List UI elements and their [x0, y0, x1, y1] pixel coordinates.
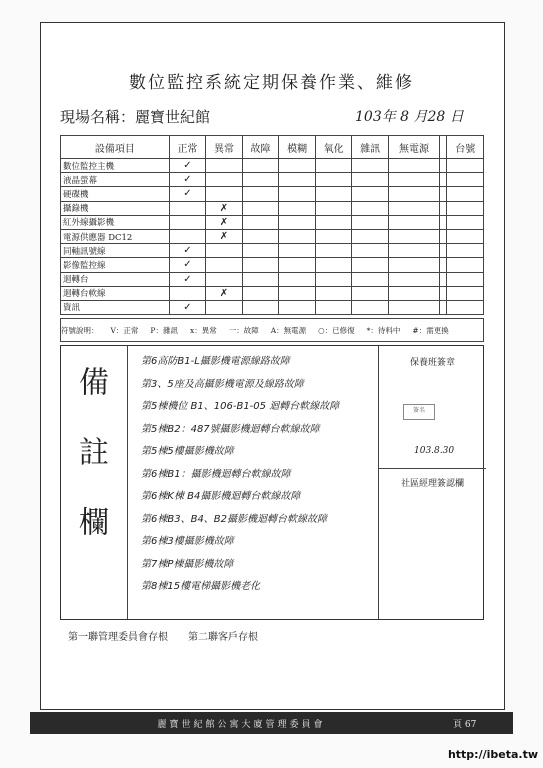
copies-note: 第一聯管理委員會存根 第二聯客戶存根	[68, 632, 258, 643]
table-row	[61, 187, 484, 201]
status-mark	[242, 159, 279, 173]
status-mark: ✓	[169, 187, 206, 201]
remark-line: 第5棟5樓攝影機故障	[141, 446, 234, 457]
footer-org: 麗寶世紀館公寓大廈管理委員會	[157, 719, 326, 730]
sign-date: 103.8.30	[414, 446, 455, 456]
status-mark	[352, 173, 389, 187]
status-mark	[440, 187, 447, 201]
status-mark	[352, 258, 389, 272]
remark-line: 第6棟B1：攝影機迴轉台軟線故障	[141, 468, 291, 480]
equipment-name: 攝錄機	[61, 201, 170, 215]
status-mark	[242, 244, 279, 258]
equipment-name: 硬碟機	[61, 187, 170, 201]
status-mark	[315, 159, 352, 173]
status-mark	[447, 258, 484, 272]
remarks-section	[60, 345, 484, 620]
status-mark	[279, 258, 316, 272]
equipment-name: 影像監控線	[61, 258, 170, 272]
table-header-cell: 異常	[206, 136, 243, 159]
status-mark	[447, 173, 484, 187]
table-row	[61, 300, 484, 314]
footer-bar	[30, 712, 513, 734]
table-row	[61, 258, 484, 272]
remark-line: 第6棟K棟 B4攝影機迴轉台軟線故障	[141, 491, 301, 502]
status-mark	[447, 244, 484, 258]
legend-label: 符號說明：	[61, 325, 99, 335]
status-mark	[242, 300, 279, 314]
status-mark	[279, 286, 316, 300]
status-mark	[169, 201, 206, 215]
equipment-name: 液晶螢幕	[61, 173, 170, 187]
status-mark	[315, 286, 352, 300]
site-name-row	[60, 106, 210, 127]
status-mark	[279, 244, 316, 258]
signature-column	[378, 346, 486, 619]
status-mark	[279, 187, 316, 201]
status-mark	[206, 187, 243, 201]
legend-item: ○：已修復	[318, 325, 355, 335]
status-mark: ✗	[206, 286, 243, 300]
equipment-name: 同軸訊號線	[61, 244, 170, 258]
status-mark	[447, 229, 484, 243]
status-mark	[242, 286, 279, 300]
status-mark	[315, 258, 352, 272]
status-mark	[447, 272, 484, 286]
equipment-name: 數位監控主機	[61, 159, 170, 173]
status-mark: ✓	[169, 272, 206, 286]
form-title: 數位監控系統定期保養作業、維修	[129, 73, 414, 93]
status-mark	[315, 173, 352, 187]
table-header-cell: 無電源	[388, 136, 439, 159]
status-mark	[388, 187, 439, 201]
table-row	[61, 173, 484, 187]
table-body	[61, 159, 484, 315]
table-row	[61, 201, 484, 215]
status-mark	[388, 201, 439, 215]
status-mark	[279, 159, 316, 173]
status-mark	[169, 286, 206, 300]
equipment-name: 電源供應器 DC12	[61, 229, 170, 243]
status-mark	[206, 300, 243, 314]
table-header-row	[61, 136, 484, 159]
legend-item: #：需更換	[412, 325, 449, 335]
status-mark	[352, 244, 389, 258]
remark-line: 第6棟3樓攝影機故障	[141, 536, 234, 547]
status-mark	[388, 286, 439, 300]
remark-line: 第3、5座及高攝影機電源及線路故障	[141, 378, 304, 390]
status-mark	[447, 187, 484, 201]
status-mark	[206, 272, 243, 286]
table-row	[61, 229, 484, 243]
status-mark	[388, 173, 439, 187]
status-mark	[242, 215, 279, 229]
status-mark	[388, 258, 439, 272]
status-mark: ✓	[169, 173, 206, 187]
status-mark	[440, 272, 447, 286]
equipment-name: 迴轉台	[61, 272, 170, 286]
table-header-cell: 氧化	[315, 136, 352, 159]
table-row	[61, 272, 484, 286]
status-mark	[206, 258, 243, 272]
status-mark	[315, 215, 352, 229]
status-mark	[169, 229, 206, 243]
remark-line: 第6高防B1-L攝影機電源線路故障	[141, 356, 290, 367]
remarks-divider	[127, 346, 128, 619]
legend-item: A：無電源	[270, 325, 307, 335]
table-row	[61, 215, 484, 229]
status-mark	[352, 300, 389, 314]
legend-item: *：待料中	[366, 325, 401, 335]
table-row	[61, 286, 484, 300]
status-mark	[206, 244, 243, 258]
table-row	[61, 159, 484, 173]
status-mark	[440, 286, 447, 300]
status-mark	[279, 215, 316, 229]
status-mark	[388, 272, 439, 286]
table-header-cell: 台號	[447, 136, 484, 159]
status-mark	[242, 229, 279, 243]
remark-line: 第6棟B3、B4、B2攝影機迴轉台軟線故障	[141, 513, 328, 525]
equipment-name: 紅外線攝影機	[61, 215, 170, 229]
site-name: 麗寶世紀館	[135, 108, 211, 126]
status-mark: ✗	[206, 215, 243, 229]
status-mark	[242, 258, 279, 272]
status-mark	[206, 159, 243, 173]
sign-divider	[379, 468, 486, 469]
status-mark	[447, 159, 484, 173]
status-mark	[169, 215, 206, 229]
table-header-cell: 雜訊	[352, 136, 389, 159]
status-mark	[315, 244, 352, 258]
status-mark	[352, 286, 389, 300]
status-mark	[388, 159, 439, 173]
manager-sign-title: 社區經理簽認欄	[400, 479, 464, 489]
site-label: 現場名稱：	[60, 108, 136, 126]
maintenance-sign-title: 保養班簽章	[409, 358, 455, 368]
status-mark	[440, 244, 447, 258]
status-mark	[447, 286, 484, 300]
status-mark	[279, 201, 316, 215]
status-mark: ✗	[206, 229, 243, 243]
watermark: http://ibeta.tw	[447, 748, 538, 761]
status-mark	[352, 159, 389, 173]
status-mark	[440, 229, 447, 243]
status-mark: ✓	[169, 258, 206, 272]
table-header-cell	[440, 136, 447, 159]
status-mark	[352, 201, 389, 215]
equipment-name: 迴轉台軟線	[61, 286, 170, 300]
equipment-name: 資訊	[61, 300, 170, 314]
status-mark	[447, 300, 484, 314]
status-mark	[242, 187, 279, 201]
equipment-table	[60, 135, 484, 315]
status-mark	[352, 229, 389, 243]
status-mark	[279, 272, 316, 286]
table-header-cell: 設備項目	[61, 136, 170, 159]
status-mark	[206, 173, 243, 187]
status-mark	[279, 300, 316, 314]
status-mark	[440, 201, 447, 215]
status-mark	[315, 201, 352, 215]
form-date: 103年 8 月28 日	[355, 109, 464, 125]
remark-line: 第5棟機位 B1、106-B1-05 迴轉台軟線故障	[141, 401, 340, 412]
table-row	[61, 244, 484, 258]
legend-item: V：正常	[110, 325, 139, 335]
status-mark	[315, 272, 352, 286]
status-mark	[440, 215, 447, 229]
status-mark: ✓	[169, 300, 206, 314]
status-mark	[315, 187, 352, 201]
table-header-cell: 正常	[169, 136, 206, 159]
legend-item: 一：故障	[228, 325, 259, 335]
status-mark	[352, 215, 389, 229]
status-mark	[440, 300, 447, 314]
remarks-label: 備註欄	[73, 366, 108, 576]
status-mark	[352, 187, 389, 201]
table-header-cell: 模糊	[279, 136, 316, 159]
status-mark: ✗	[206, 201, 243, 215]
status-mark	[242, 272, 279, 286]
status-mark	[242, 201, 279, 215]
status-mark: ✓	[169, 159, 206, 173]
remark-line: 第8棟15樓電梯攝影機老化	[141, 581, 261, 592]
remark-line: 第7棟P棟攝影機故障	[141, 558, 234, 570]
legend-item: x：異常	[189, 325, 217, 335]
status-mark: ✓	[169, 244, 206, 258]
status-mark	[440, 173, 447, 187]
legend-items	[111, 325, 461, 336]
legend-row	[60, 318, 484, 342]
status-mark	[242, 173, 279, 187]
status-mark	[447, 215, 484, 229]
status-mark	[315, 229, 352, 243]
status-mark	[279, 173, 316, 187]
status-mark	[352, 272, 389, 286]
status-mark	[388, 300, 439, 314]
status-mark	[279, 229, 316, 243]
signature-stamp: 簽名	[403, 404, 435, 420]
status-mark	[388, 229, 439, 243]
status-mark	[315, 300, 352, 314]
remarks-notes	[141, 351, 339, 599]
status-mark	[388, 244, 439, 258]
status-mark	[440, 258, 447, 272]
footer-page: 頁 67	[453, 719, 477, 730]
legend-item: P：雜訊	[150, 325, 178, 335]
status-mark	[447, 201, 484, 215]
remark-line: 第5棟B2：487號攝影機迴轉台軟線故障	[141, 423, 320, 435]
table-header-cell: 故障	[242, 136, 279, 159]
status-mark	[388, 215, 439, 229]
status-mark	[440, 159, 447, 173]
